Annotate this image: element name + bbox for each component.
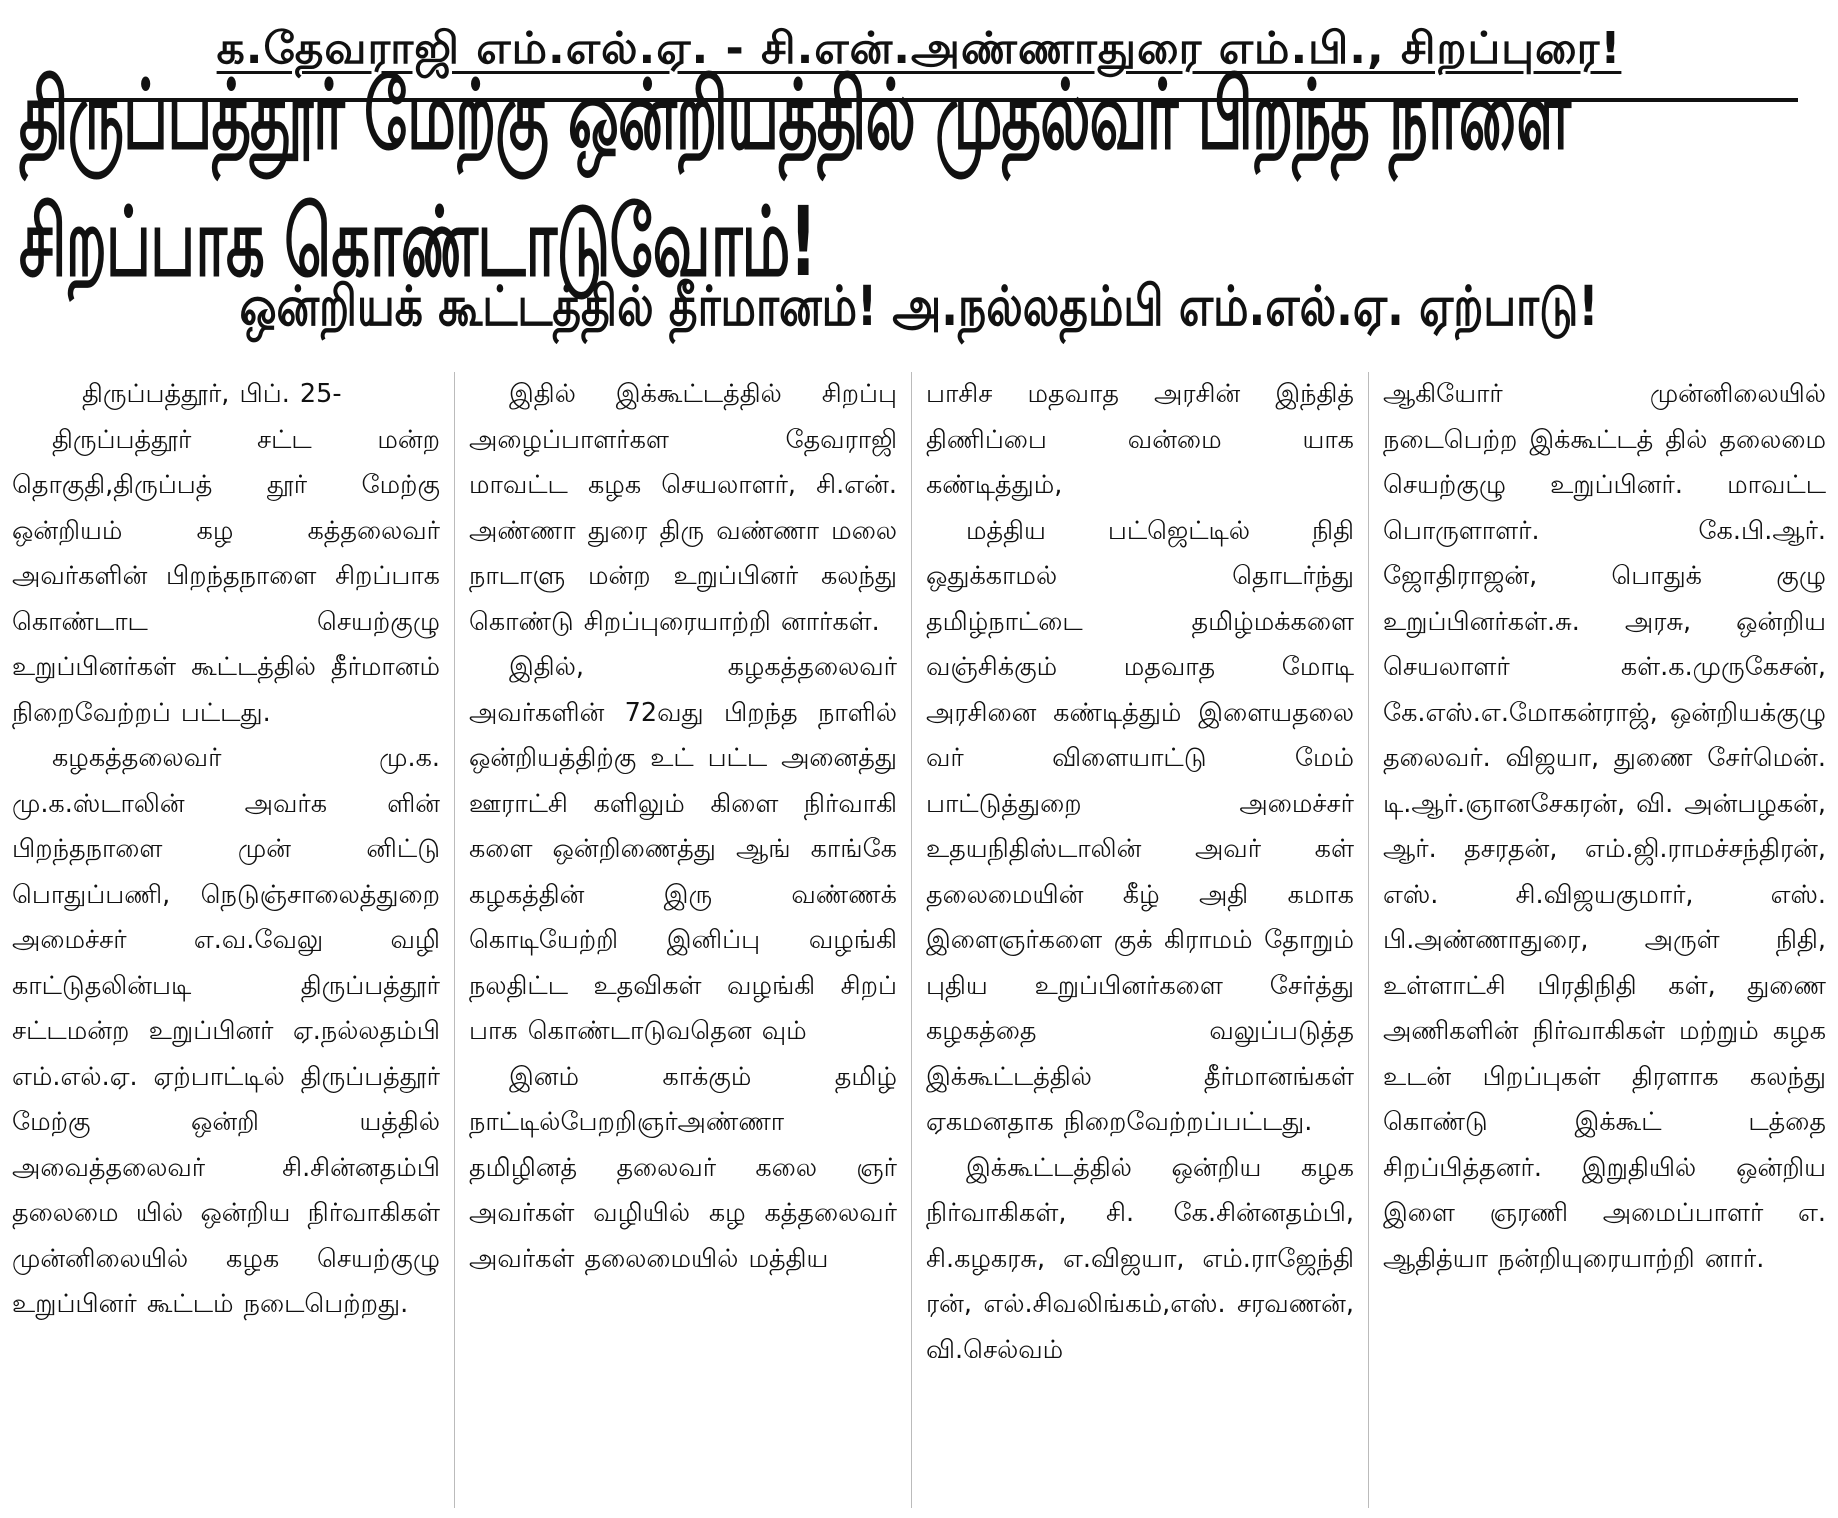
paragraph: ஆகியோர் முன்னிலையில் நடைபெற்ற இக்கூட்டத் தில் தலைமை செயற்குழு உறுப்பினர். மாவட்ட பொருளாளர். கே.பி.ஆர். ஜோதிராஜன், பொதுக் குழு உறுப்பினர்கள்.சு. அரசு, ஒன்றிய செயலாளர் கள்.க.முருகேசன், கே.எஸ்.எ.மோகன்ராஜ், ஒன்றியக்குழு தலைவர். விஜயா, துணை சேர்மென். டி.ஆர்.ஞானசேகரன், வி. அன்பழகன், ஆர். தசரதன், எம்.ஜி.ராமச்சந்திரன், எஸ். சி.விஜயகுமார், எஸ். பி.அண்ணாதுரை, அருள் நிதி, உள்ளாட்சி பிரதிநிதி கள், துணை அணிகளின் நிர்வாகிகள் மற்றும் கழக உடன் பிறப்புகள் திரளாக கலந்து கொண்டு இக்கூட் டத்தை சிறப்பித்தனர். இறுதியில் ஒன்றிய இளை ஞரணி அமைப்பாளர் எ. ஆதித்யா நன்றியுரையாற்றி னார். [1383, 379, 1826, 1274]
column-1 [12, 372, 455, 1508]
paragraph: கழகத்தலைவர் மு.க. மு.க.ஸ்டாலின் அவர்க ளின் பிறந்தநாளை முன் னிட்டு பொதுப்பணி, நெடுஞ்சாலைத்துறை அமைச்சர் எ.வ.வேலு வழி காட்டுதலின்படி திருப்பத்தூர் சட்டமன்ற உறுப்பினர் ஏ.நல்லதம்பி எம்.எல்.ஏ. ஏற்பாட்டில் திருப்பத்தூர் மேற்கு ஒன்றி யத்தில் அவைத்தலைவர் சி.சின்னதம்பி தலைமை யில் ஒன்றிய நிர்வாகிகள் முன்னிலையில் கழக செயற்குழு உறுப்பினர் கூட்டம் நடைபெற்றது. [12, 743, 440, 1319]
kicker-text: க.தேவராஜி எம்.எல்.ஏ. - சி.என்.அண்ணாதுரை எம்.பி., சிறப்புரை! [216, 22, 1622, 74]
paragraph: இதில் இக்கூட்டத்தில் சிறப்பு அழைப்பாளர்கள தேவராஜி மாவட்ட கழக செயலாளர், சி.என். அண்ணா துரை திரு வண்ணா மலை நாடாளு மன்ற உறுப்பினர் கலந்து கொண்டு சிறப்புரையாற்றி னார்கள். [469, 379, 897, 637]
dateline: திருப்பத்தூர், பிப். 25- [82, 379, 342, 409]
column-2 [469, 372, 912, 1508]
column-3 [926, 372, 1369, 1508]
paragraph: இதில், கழகத்தலைவர் அவர்களின் 72வது பிறந்த நாளில் ஒன்றியத்திற்கு உட் பட்ட அனைத்து ஊராட்சி களிலும் கிளை நிர்வாகி களை ஒன்றிணைத்து ஆங் காங்கே கழகத்தின் இரு வண்ணக் கொடியேற்றி இனிப்பு வழங்கி நலதிட்ட உதவிகள் வழங்கி சிறப் பாக கொண்டாடுவதென வும் [469, 652, 897, 1046]
paragraph: திருப்பத்தூர் சட்ட மன்ற தொகுதி,திருப்பத் தூர் மேற்கு ஒன்றியம் கழ கத்தலைவர் அவர்களின் பிறந்தநாளை சிறப்பாக கொண்டாட செயற்குழு உறுப்பினர்கள் கூட்டத்தில் தீர்மானம் நிறைவேற்றப் பட்டது. [12, 424, 440, 728]
headline-text: திருப்பத்தூர் மேற்கு ஒன்றியத்தில் முதல்வர் பிறந்த நாளை சிறப்பாக கொண்டாடுவோம்! [19, 57, 1571, 299]
column-4 [1383, 372, 1826, 1508]
subheadline-text: ஒன்றியக் கூட்டத்தில் தீர்மானம்! அ.நல்லதம்பி எம்.எல்.ஏ. ஏற்பாடு! [239, 274, 1599, 339]
subheadline [0, 270, 1838, 350]
paragraph: இக்கூட்டத்தில் ஒன்றிய கழக நிர்வாகிகள், சி. கே.சின்னதம்பி, சி.கழகரசு, எ.விஜயா, எம்.ராஜேந்தி ரன், எல்.சிவலிங்கம்,எஸ். சரவணன், வி.செல்வம் [926, 1152, 1354, 1365]
headline [0, 57, 1838, 299]
paragraph: இனம் காக்கும் தமிழ் நாட்டில்பேறறிஞர்அண்ணா தமிழினத் தலைவர் கலை ஞர் அவர்கள் வழியில் கழ கத்தலைவர் அவர்கள் தலைமையில் மத்திய [469, 1061, 897, 1274]
paragraph: மத்திய பட்ஜெட்டில் நிதி ஒதுக்காமல் தொடர்ந்து தமிழ்நாட்டை தமிழ்மக்களை வஞ்சிக்கும் மதவாத மோடி அரசினை கண்டித்தும் இளையதலை வர் விளையாட்டு மேம் பாட்டுத்துறை அமைச்சர் உதயநிதிஸ்டாலின் அவர் கள் தலைமையின் கீழ் அதி கமாக இளைஞர்களை குக் கிராமம் தோறும் புதிய உறுப்பினர்களை சேர்த்து கழகத்தை வலுப்படுத்த இக்கூட்டத்தில் தீர்மானங்கள் ஏகமனதாக நிறைவேற்றப்பட்டது. [926, 515, 1354, 1137]
paragraph: பாசிச மதவாத அரசின் இந்தித் திணிப்பை வன்மை யாக கண்டித்தும், [926, 379, 1354, 500]
article-body [12, 372, 1826, 1508]
